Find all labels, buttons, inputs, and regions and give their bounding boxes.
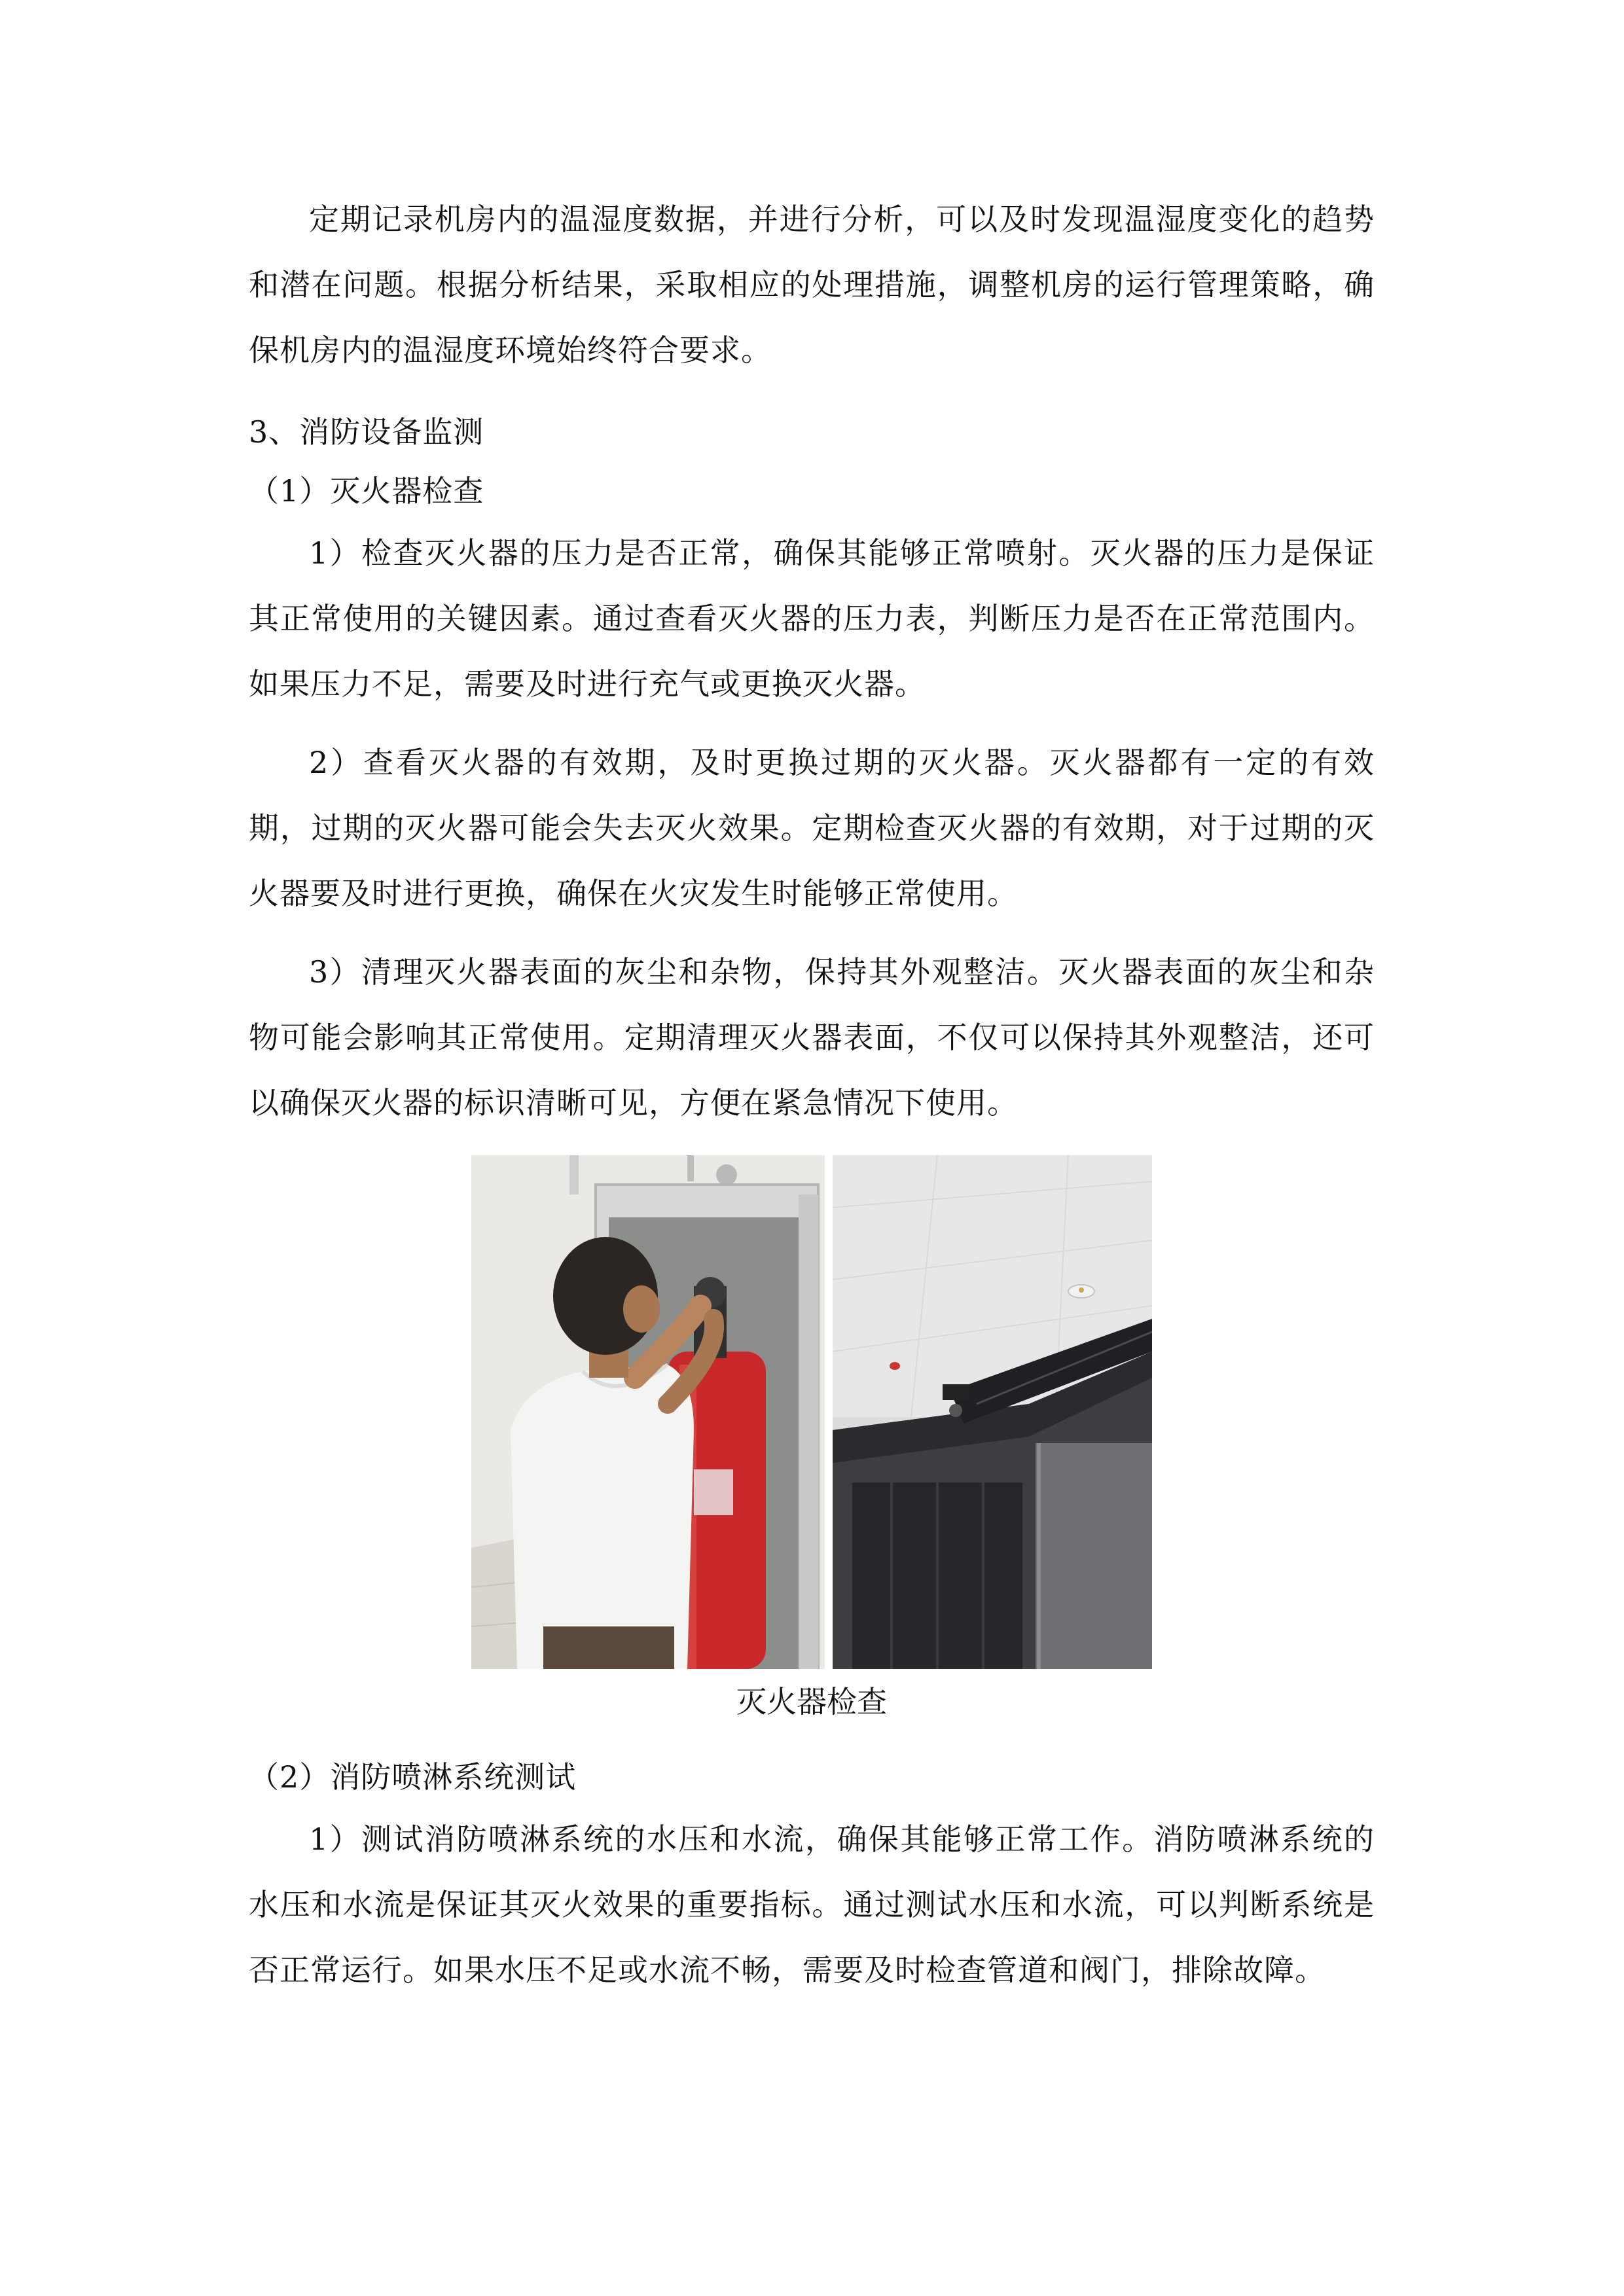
paragraph-sprinkler-pressure: 1）测试消防喷淋系统的水压和水流，确保其能够正常工作。消防喷淋系统的水压和水流是保证其灭火效果的重要指标。通过测试水压和水流，可以判断系统是否正常运行。如果水压不足或水流不畅，需要及时检查管道和阀门，排除故障。 [249, 1821, 1375, 1988]
figure-caption: 灭火器检查 [736, 1684, 887, 1719]
paragraph-intro: 定期记录机房内的温湿度数据，并进行分析，可以及时发现温湿度变化的趋势和潜在问题。根据分析结果，采取相应的处理措施，调整机房的运行管理策略，确保机房内的温湿度环境始终符合要求。 [249, 202, 1375, 368]
paragraph-pressure-check: 1）检查灭火器的压力是否正常，确保其能够正常喷射。灭火器的压力是保证其正常使用的关键因素。通过查看灭火器的压力表，判断压力是否在正常范围内。如果压力不足，需要及时进行充气或更换灭火器。 [249, 535, 1375, 702]
photo-technician-cylinder [471, 1155, 825, 1669]
subsection-heading-sprinkler-test: （2）消防喷淋系统测试 [249, 1759, 577, 1795]
photo-ceiling-detector [833, 1155, 1152, 1669]
figure-photos [471, 1155, 1152, 1669]
figure-extinguisher-check [249, 1155, 1375, 1728]
section-heading-fire-equipment: 3、消防设备监测 [249, 414, 484, 450]
paragraph-cleaning: 3）清理灭火器表面的灰尘和杂物，保持其外观整洁。灭火器表面的灰尘和杂物可能会影响其正常使用。定期清理灭火器表面，不仅可以保持其外观整洁，还可以确保灭火器的标识清晰可见，方便在紧急情况下使用。 [249, 954, 1375, 1121]
document-body [249, 187, 1375, 2003]
paragraph-expiry-check: 2）查看灭火器的有效期，及时更换过期的灭火器。灭火器都有一定的有效期，过期的灭火器可能会失去灭火效果。定期检查灭火器的有效期，对于过期的灭火器要及时进行更换，确保在火灾发生时能够正常使用。 [249, 745, 1375, 911]
subsection-heading-extinguisher-check: （1）灭火器检查 [249, 473, 484, 509]
